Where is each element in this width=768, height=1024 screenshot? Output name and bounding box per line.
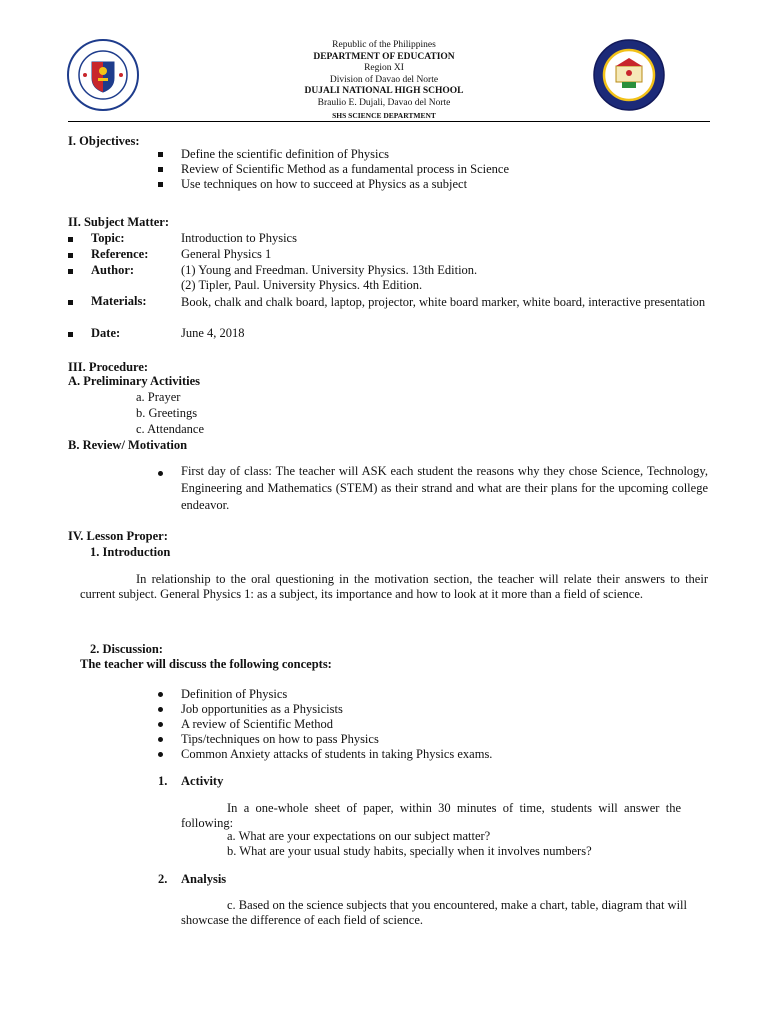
topic-value: Introduction to Physics <box>181 231 297 245</box>
bullet-dot <box>158 692 163 697</box>
letterhead <box>200 40 568 109</box>
division-line: Division of Davao del Norte <box>329 74 439 85</box>
activity-question-1: a. What are your expectations on our subject matter? <box>227 829 491 843</box>
bullet-dot <box>158 471 163 476</box>
bullet-square <box>158 182 163 187</box>
objective-item: Define the scientific definition of Physics <box>181 147 389 161</box>
activity-text: In a one-whole sheet of paper, within 30 minutes of time, students will answer the following: <box>181 801 681 830</box>
discussion-item: Common Anxiety attacks of students in taking Physics exams. <box>181 747 493 761</box>
topic-label: Topic: <box>91 231 125 245</box>
prelim-item: c. Attendance <box>136 422 205 436</box>
school-line: DUJALI NATIONAL HIGH SCHOOL <box>304 86 464 96</box>
discussion-subheading: The teacher will discuss the following concepts: <box>80 657 332 671</box>
bullet-square <box>68 269 73 274</box>
analysis-number: 2. <box>158 872 168 886</box>
bullet-square <box>68 253 73 258</box>
activity-number: 1. <box>158 774 168 788</box>
address-line: Braulio E. Dujali, Davao del Norte <box>317 97 451 108</box>
discussion-item: Definition of Physics <box>181 687 288 701</box>
reference-value: General Physics 1 <box>181 247 272 261</box>
prelim-item: b. Greetings <box>136 406 198 420</box>
bullet-dot <box>158 722 163 727</box>
bullet-dot <box>158 737 163 742</box>
prelim-item: a. Prayer <box>136 390 181 404</box>
discussion-item: Tips/techniques on how to pass Physics <box>181 732 379 746</box>
header-divider <box>68 121 710 122</box>
department-line: DEPARTMENT OF EDUCATION <box>313 51 455 62</box>
deped-seal-logo <box>66 38 140 112</box>
lesson-heading: IV. Lesson Proper: <box>68 529 168 543</box>
author-value-2: (2) Tipler, Paul. University Physics. 4th Edition. <box>181 278 423 292</box>
bullet-square <box>68 237 73 242</box>
introduction-heading: 1. Introduction <box>90 545 171 559</box>
department-label: SHS SCIENCE DEPARTMENT <box>332 111 436 120</box>
reference-label: Reference: <box>91 247 149 261</box>
date-label: Date: <box>91 326 121 340</box>
discussion-item: Job opportunities as a Physicists <box>181 702 343 716</box>
discussion-item: A review of Scientific Method <box>181 717 334 731</box>
school-seal-logo <box>592 38 666 112</box>
republic-line: Republic of the Philippines <box>332 40 436 50</box>
bullet-square <box>158 152 163 157</box>
bullet-square <box>158 167 163 172</box>
activity-question-2: b. What are your usual study habits, specially when it involves numbers? <box>227 844 592 858</box>
materials-value: Book, chalk and chalk board, laptop, projector, white board marker, white board, interactive presentation <box>181 295 706 309</box>
discussion-heading: 2. Discussion: <box>90 642 163 656</box>
author-label: Author: <box>91 263 135 277</box>
subject-matter-heading: II. Subject Matter: <box>68 215 170 229</box>
review-heading: B. Review/ Motivation <box>68 438 188 452</box>
objective-item: Review of Scientific Method as a fundamental process in Science <box>181 162 510 176</box>
region-line: Region XI <box>364 63 404 73</box>
analysis-text: c. Based on the science subjects that you encountered, make a chart, table, diagram that will showcase the difference of each field of science. <box>181 898 687 927</box>
bullet-square <box>68 300 73 305</box>
analysis-heading: Analysis <box>181 872 227 886</box>
introduction-text: In relationship to the oral questioning in the motivation section, the teacher will relate their answers to their current subject. General Physics 1: as a subject, its importance and how to look at it more than a field of science. <box>80 572 708 601</box>
objectives-heading: I. Objectives: <box>68 134 140 148</box>
date-value: June 4, 2018 <box>181 326 245 340</box>
bullet-square <box>68 332 73 337</box>
bullet-dot <box>158 752 163 757</box>
materials-label: Materials: <box>91 294 147 308</box>
preliminary-heading: A. Preliminary Activities <box>68 374 201 388</box>
objective-item: Use techniques on how to succeed at Physics as a subject <box>181 177 468 191</box>
activity-heading: Activity <box>181 774 224 788</box>
procedure-heading: III. Procedure: <box>68 360 149 374</box>
author-value-1: (1) Young and Freedman. University Physics. 13th Edition. <box>181 263 478 277</box>
bullet-dot <box>158 707 163 712</box>
review-item: First day of class: The teacher will ASK each student the reasons why they chose Science, Technology, Engineering and Mathematics (STEM) as their strand and what are their plans for the upcoming college endeavor. <box>181 464 708 512</box>
